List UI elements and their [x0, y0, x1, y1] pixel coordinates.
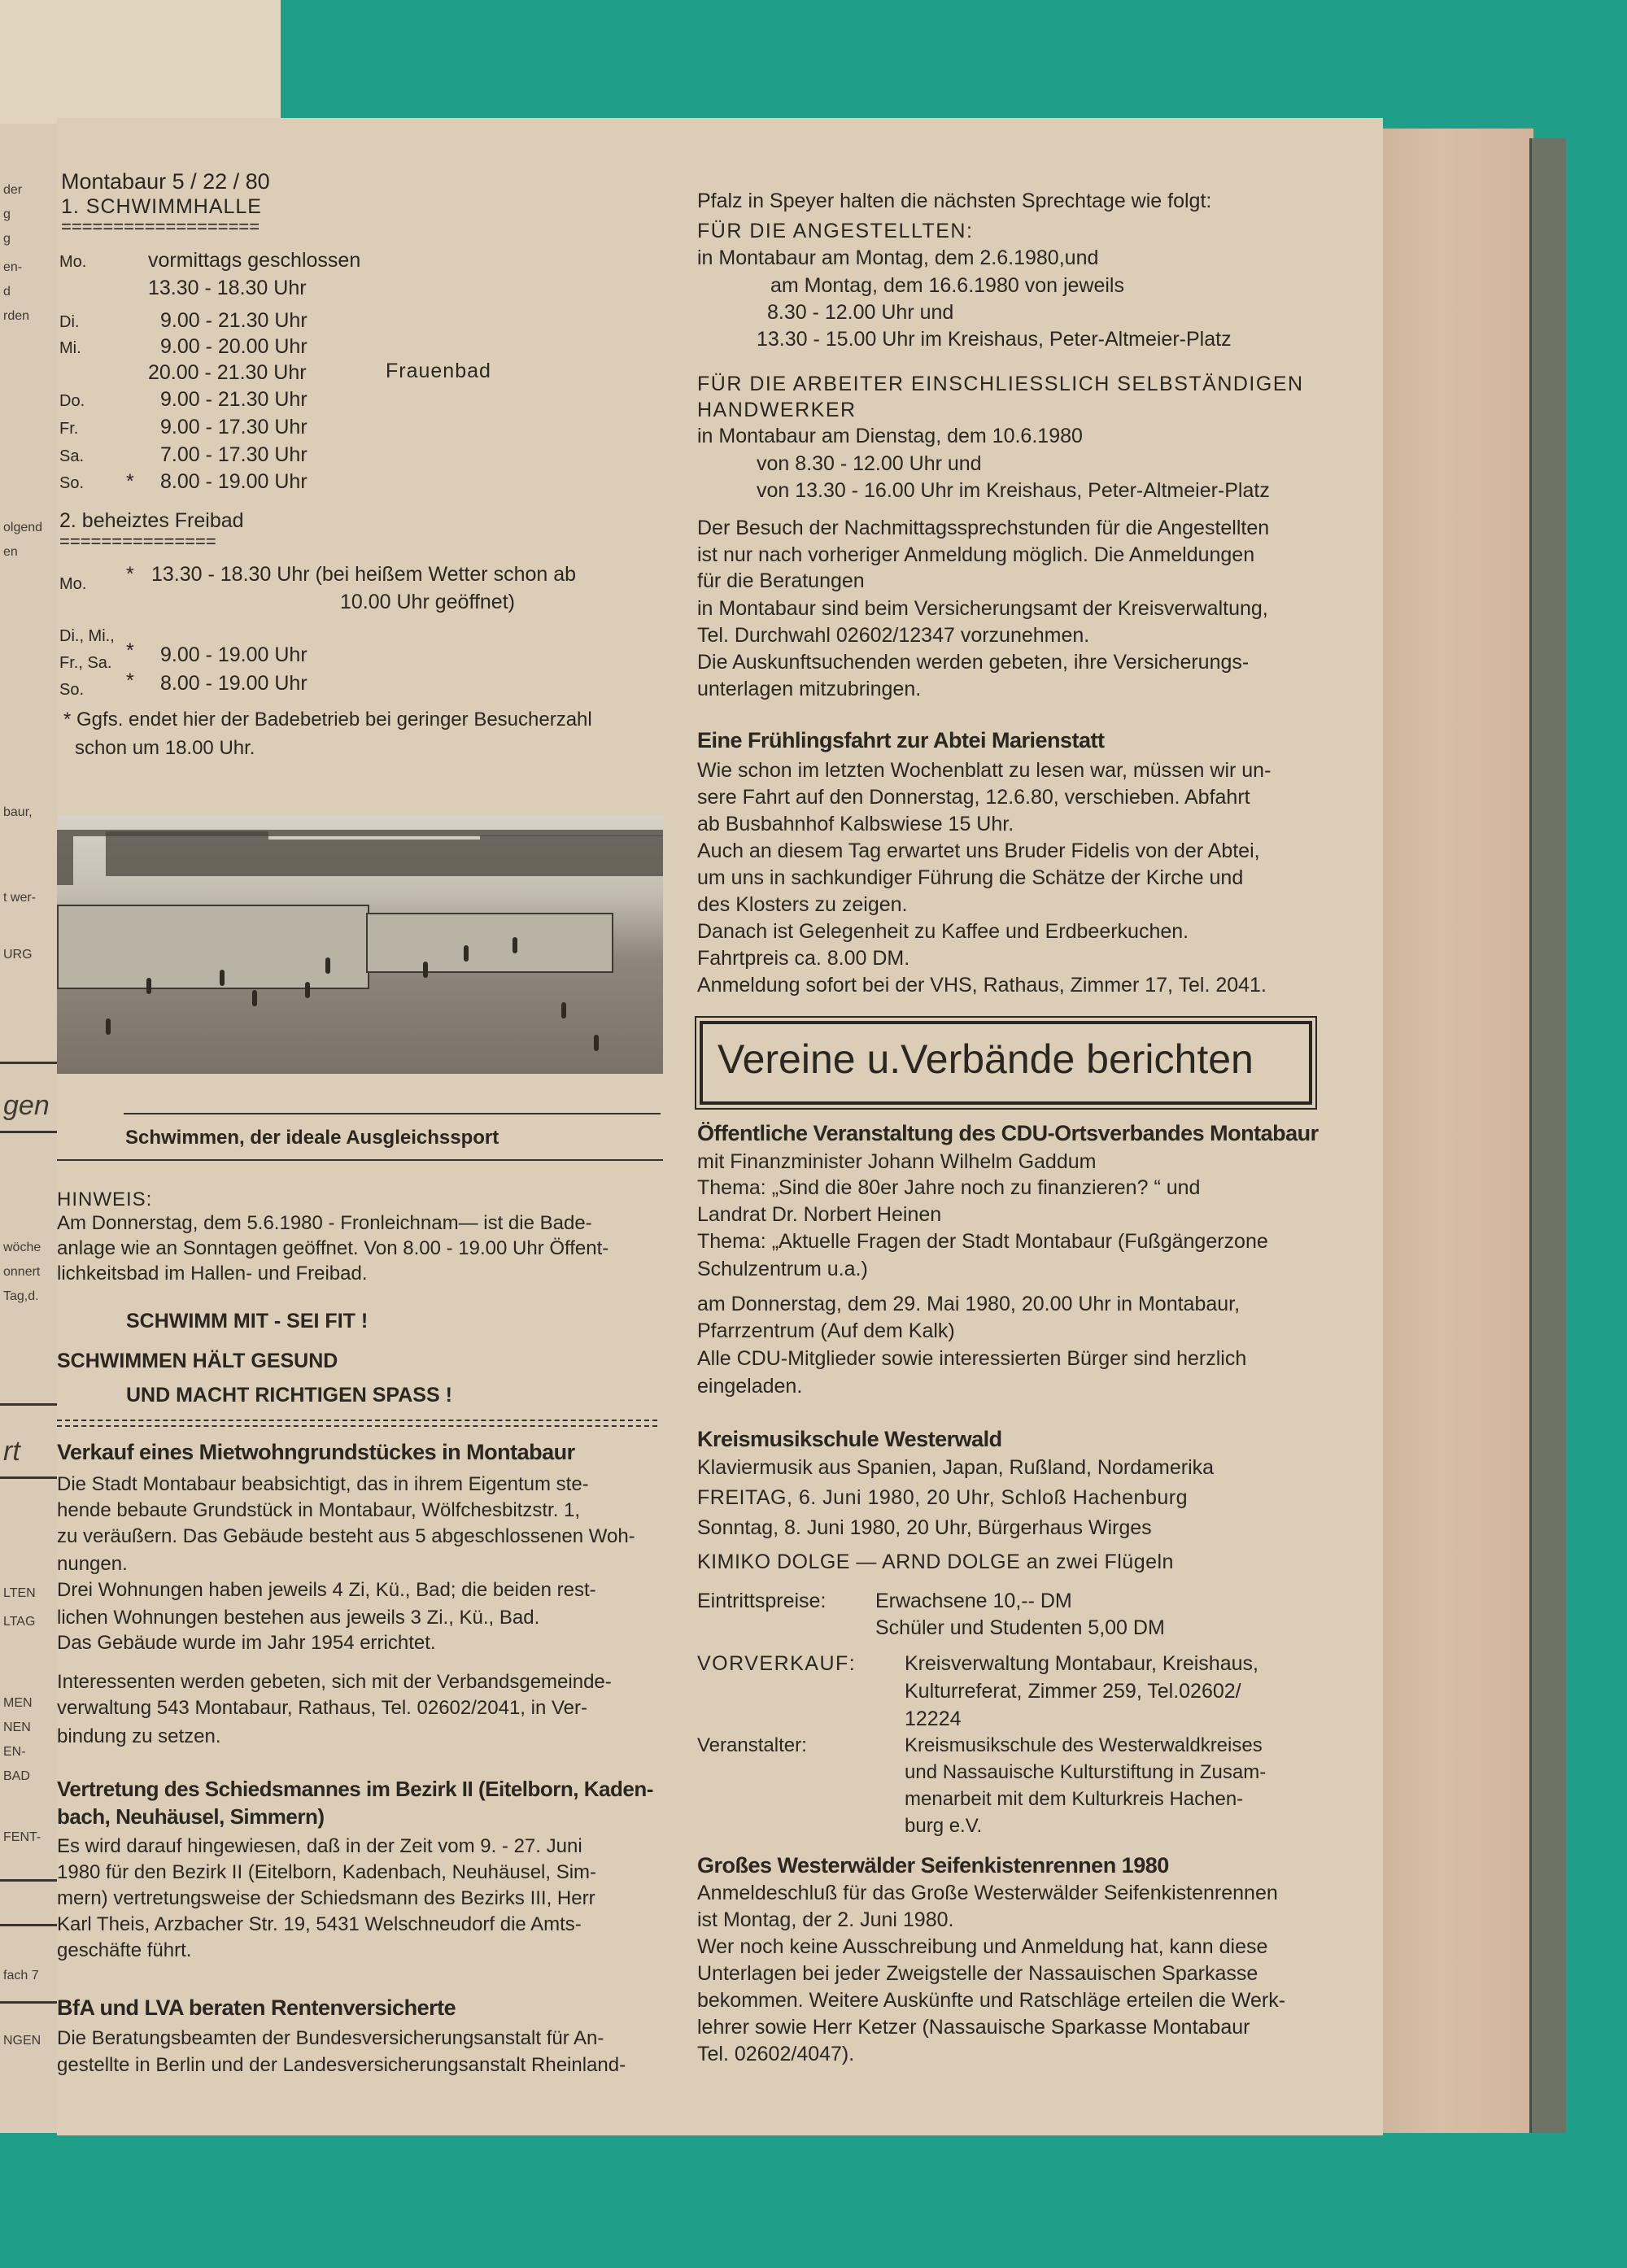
day-label: Do. [59, 392, 85, 410]
day-label: Di., Mi., [59, 627, 115, 645]
opening-time: vormittags geschlossen [148, 249, 361, 272]
margin-fragment: BAD [3, 1769, 30, 1783]
margin-fragment: t wer- [3, 891, 36, 905]
article-line: Interessenten werden gebeten, sich mit der Verbandsgemeinde- [57, 1671, 612, 1693]
article-line: Tel. 02602/4047). [697, 2043, 855, 2065]
margin-rule [0, 1403, 57, 1406]
article-line: in Montabaur sind beim Versicherungsamt der Kreisverwaltung, [697, 597, 1268, 620]
section-title: 2. beheiztes Freibad [59, 509, 244, 532]
article-line: Auch an diesem Tag erwartet uns Bruder Fidelis von der Abtei, [697, 840, 1260, 862]
article-line: mit Finanzminister Johann Wilhelm Gaddum [697, 1150, 1097, 1173]
asterisk: * [126, 470, 134, 493]
article-line: 8.30 - 12.00 Uhr und [767, 301, 954, 324]
article-line: des Klosters zu zeigen. [697, 893, 908, 916]
margin-rule [0, 1476, 57, 1479]
article-title: Eine Frühlingsfahrt zur Abtei Marienstatt [697, 728, 1105, 752]
article-title: bach, Neuhäusel, Simmern) [57, 1804, 325, 1829]
margin-fragment: MEN [3, 1696, 33, 1710]
margin-fragment: baur, [3, 805, 33, 819]
day-label: Di. [59, 313, 80, 331]
article-line: ist Montag, der 2. Juni 1980. [697, 1908, 954, 1931]
divider-rule [57, 1159, 663, 1161]
article-line: KIMIKO DOLGE — ARND DOLGE an zwei Flügeln [697, 1551, 1174, 1573]
divider-rule [124, 1113, 661, 1114]
article-line: am Donnerstag, dem 29. Mai 1980, 20.00 Uhr in Montabaur, [697, 1293, 1241, 1315]
section-title: 1. SCHWIMMHALLE [61, 195, 262, 218]
article-line: eingeladen. [697, 1375, 803, 1398]
article-line: Karl Theis, Arzbacher Str. 19, 5431 Welschneudorf die Amts- [57, 1913, 582, 1935]
swimmer-figure [594, 1035, 599, 1051]
article-line: Sonntag, 8. Juni 1980, 20 Uhr, Bürgerhaus Wirges [697, 1516, 1152, 1539]
article-line: um uns in sachkundiger Führung die Schätze der Kirche und [697, 866, 1244, 889]
section-underline: =============== [59, 531, 216, 552]
article-line: Klaviermusik aus Spanien, Japan, Rußland, Nordamerika [697, 1456, 1215, 1479]
footnote: schon um 18.00 Uhr. [75, 737, 255, 759]
article-line: gestellte in Berlin und der Landesversicherungsanstalt Rheinland- [57, 2054, 626, 2076]
article-line: hende bebaute Grundstück in Montabaur, Wölfchesbitzstr. 1, [57, 1499, 581, 1521]
article-line: sere Fahrt auf den Donnerstag, 12.6.80, verschieben. Abfahrt [697, 786, 1250, 809]
article-line: Tel. Durchwahl 02602/12347 vorzunehmen. [697, 624, 1090, 647]
field-value: und Nassauische Kulturstiftung in Zusam- [905, 1761, 1267, 1783]
asterisk: * [126, 563, 134, 586]
field-value: Schüler und Studenten 5,00 DM [875, 1616, 1165, 1639]
article-line: von 8.30 - 12.00 Uhr und [757, 452, 982, 475]
article-line: lichen Wohnungen bestehen aus jeweils 3 Zi., Kü., Bad. [57, 1607, 540, 1629]
day-label: So. [59, 681, 85, 699]
article-line: Der Besuch der Nachmittagssprechstunden für die Angestellten [697, 517, 1270, 539]
article-line: geschäfte führt. [57, 1939, 192, 1961]
article-line: Wer noch keine Ausschreibung und Anmeldung hat, kann diese [697, 1935, 1268, 1958]
margin-fragment: g [3, 207, 11, 221]
article-line: Drei Wohnungen haben jeweils 4 Zi, Kü., Bad; die beiden rest- [57, 1579, 596, 1601]
article-line: lehrer sowie Herr Ketzer (Nassauische Sparkasse Montabaur [697, 2016, 1250, 2039]
article-line: Schulzentrum u.a.) [697, 1258, 868, 1280]
field-label: Veranstalter: [697, 1734, 807, 1756]
hinweis-line: lichkeitsbad im Hallen- und Freibad. [57, 1263, 368, 1284]
swimmer-figure [423, 962, 428, 978]
article-line: HANDWERKER [697, 399, 857, 421]
photo-caption: Schwimmen, der ideale Ausgleichssport [125, 1127, 499, 1149]
swimmer-figure [464, 945, 469, 962]
margin-fragment: g [3, 232, 11, 246]
section-header-box [700, 1021, 1312, 1105]
article-line: mern) vertretungsweise der Schiedsmann des Bezirks III, Herr [57, 1887, 595, 1909]
article-line: Anmeldeschluß für das Große Westerwälder Seifenkistenrennen [697, 1882, 1278, 1904]
margin-fragment: FENT- [3, 1830, 41, 1844]
swimmer-figure [325, 957, 330, 974]
swimmer-figure [252, 990, 257, 1006]
day-label: Sa. [59, 447, 85, 465]
margin-fragment: Tag,d. [3, 1289, 39, 1303]
asterisk: * [126, 639, 134, 662]
slogan: SCHWIMM MIT - SEI FIT ! [126, 1310, 369, 1332]
article-line: 13.30 - 15.00 Uhr im Kreishaus, Peter-Altmeier-Platz [757, 328, 1232, 351]
opening-time: 9.00 - 21.30 Uhr [160, 388, 308, 411]
slogan: SCHWIMMEN HÄLT GESUND [57, 1350, 338, 1372]
slogan: UND MACHT RICHTIGEN SPASS ! [126, 1384, 452, 1407]
margin-fragment: rt [3, 1436, 20, 1467]
opening-time: 8.00 - 19.00 Uhr [160, 672, 308, 695]
article-line: für die Beratungen [697, 569, 865, 592]
margin-fragment: NEN [3, 1721, 31, 1734]
article-line: FÜR DIE ARBEITER EINSCHLIESSLICH SELBSTÄNDIGEN [697, 373, 1304, 395]
building-shape [480, 835, 663, 876]
day-label: Fr., Sa. [59, 654, 112, 672]
opening-time: 9.00 - 21.30 Uhr [160, 309, 308, 332]
frauenbad-label: Frauenbad [386, 360, 491, 382]
article-line: Die Stadt Montabaur beabsichtigt, das in ihrem Eigentum ste- [57, 1473, 589, 1495]
article-line: Anmeldung sofort bei der VHS, Rathaus, Zimmer 17, Tel. 2041. [697, 974, 1267, 997]
building-shape [57, 836, 73, 885]
article-line: Fahrtpreis ca. 8.00 DM. [697, 947, 910, 970]
day-label: Mi. [59, 339, 81, 357]
opening-time: 9.00 - 20.00 Uhr [160, 335, 308, 358]
article-line: in Montabaur am Montag, dem 2.6.1980,und [697, 246, 1099, 269]
field-value: burg e.V. [905, 1815, 983, 1837]
section-header-title: Vereine u.Verbände berichten [718, 1036, 1254, 1082]
opening-time: 9.00 - 17.30 Uhr [160, 416, 308, 438]
hinweis-label: HINWEIS: [57, 1189, 153, 1210]
page-reference: Montabaur 5 / 22 / 80 [61, 169, 270, 194]
margin-fragment: LTAG [3, 1615, 36, 1629]
margin-fragment: LTEN [3, 1586, 36, 1600]
field-value: Erwachsene 10,-- DM [875, 1590, 1072, 1612]
article-line: zu veräußern. Das Gebäude besteht aus 5 abgeschlossenen Woh- [57, 1525, 635, 1547]
pool-basin [366, 913, 613, 973]
article-line: Die Auskunftsuchenden werden gebeten, ihre Versicherungs- [697, 651, 1250, 674]
margin-fragment: der [3, 183, 23, 197]
margin-rule [0, 1879, 57, 1882]
margin-fragment: fach 7 [3, 1969, 39, 1982]
book-cover [1529, 138, 1566, 2139]
margin-fragment: en- [3, 260, 23, 274]
field-value: Kulturreferat, Zimmer 259, Tel.02602/ [905, 1680, 1241, 1703]
scan-background [0, 2133, 1627, 2268]
article-line: Thema: „Sind die 80er Jahre noch zu finanzieren? “ und [697, 1176, 1201, 1199]
swimming-pool-photo [57, 815, 663, 1074]
swimmer-figure [513, 937, 517, 953]
article-line: in Montabaur am Dienstag, dem 10.6.1980 [697, 425, 1083, 447]
article-title: BfA und LVA beraten Rentenversicherte [57, 1995, 456, 2020]
article-line: am Montag, dem 16.6.1980 von jeweils [770, 274, 1124, 297]
margin-fragment: URG [3, 948, 33, 962]
article-line: Das Gebäude wurde im Jahr 1954 errichtet. [57, 1632, 436, 1654]
margin-fragment: wöche [3, 1241, 41, 1254]
building-shape [106, 831, 268, 876]
day-label: So. [59, 474, 85, 492]
previous-page-edge [0, 124, 59, 2133]
margin-rule [0, 1131, 57, 1133]
margin-rule [0, 2001, 57, 2004]
article-line: Unterlagen bei jeder Zweigstelle der Nassauischen Sparkasse [697, 1962, 1258, 1985]
field-value: menarbeit mit dem Kulturkreis Hachen- [905, 1788, 1244, 1810]
margin-fragment: EN- [3, 1745, 26, 1759]
article-line: Pfalz in Speyer halten die nächsten Sprechtage wie folgt: [697, 190, 1212, 212]
margin-fragment: gen [3, 1090, 50, 1121]
hinweis-line: Am Donnerstag, dem 5.6.1980 - Fronleichnam— ist die Bade- [57, 1212, 592, 1234]
article-line: Wie schon im letzten Wochenblatt zu lesen war, müssen wir un- [697, 759, 1272, 782]
swimmer-figure [220, 970, 225, 986]
swimmer-figure [146, 978, 151, 994]
swimmer-figure [561, 1002, 566, 1018]
day-label: Fr. [59, 420, 79, 438]
margin-rule [0, 1924, 57, 1926]
asterisk: * [126, 669, 134, 692]
article-title: Öffentliche Veranstaltung des CDU-Ortsverbandes Montabaur [697, 1121, 1319, 1145]
pool-basin [57, 905, 369, 989]
newspaper-page [57, 118, 1383, 2135]
article-line: ist nur nach vorheriger Anmeldung möglich. Die Anmeldungen [697, 543, 1255, 566]
article-line: FREITAG, 6. Juni 1980, 20 Uhr, Schloß Hachenburg [697, 1486, 1188, 1509]
field-label: Eintrittspreise: [697, 1590, 827, 1612]
article-line: Pfarrzentrum (Auf dem Kalk) [697, 1319, 955, 1342]
article-title: Großes Westerwälder Seifenkistenrennen 1980 [697, 1853, 1169, 1878]
article-line: Thema: „Aktuelle Fragen der Stadt Montabaur (Fußgängerzone [697, 1230, 1268, 1253]
opening-time: 10.00 Uhr geöffnet) [340, 591, 515, 613]
divider-rule [57, 1420, 657, 1427]
article-title: Kreismusikschule Westerwald [697, 1427, 1002, 1451]
day-label: Mo. [59, 575, 87, 593]
article-line: Alle CDU-Mitglieder sowie interessierten Bürger sind herzlich [697, 1347, 1247, 1370]
page-fore-edge [1379, 129, 1533, 2138]
field-value: 12224 [905, 1708, 962, 1730]
margin-rule [0, 1062, 57, 1064]
article-line: von 13.30 - 16.00 Uhr im Kreishaus, Peter-Altmeier-Platz [757, 479, 1270, 502]
margin-fragment: NGEN [3, 2034, 41, 2048]
article-line: verwaltung 543 Montabaur, Rathaus, Tel. 02602/2041, in Ver- [57, 1697, 587, 1719]
footnote: * Ggfs. endet hier der Badebetrieb bei geringer Besucherzahl [63, 709, 592, 731]
hinweis-line: anlage wie an Sonntagen geöffnet. Von 8.00 - 19.00 Uhr Öffent- [57, 1237, 609, 1259]
field-value: Kreismusikschule des Westerwaldkreises [905, 1734, 1263, 1756]
opening-time: 7.00 - 17.30 Uhr [160, 443, 308, 466]
article-title: Verkauf eines Mietwohngrundstückes in Montabaur [57, 1440, 575, 1464]
article-line: bekommen. Weitere Auskünfte und Ratschläge erteilen die Werk- [697, 1989, 1286, 2012]
article-line: ab Busbahnhof Kalbswiese 15 Uhr. [697, 813, 1014, 835]
opening-time: 13.30 - 18.30 Uhr [148, 277, 307, 299]
opening-time: 13.30 - 18.30 Uhr (bei heißem Wetter schon ab [151, 563, 577, 586]
article-line: Die Beratungsbeamten der Bundesversicherungsanstalt für An- [57, 2027, 604, 2049]
article-line: Es wird darauf hingewiesen, daß in der Zeit vom 9. - 27. Juni [57, 1835, 582, 1857]
field-value: Kreisverwaltung Montabaur, Kreishaus, [905, 1652, 1258, 1675]
swimmer-figure [106, 1018, 111, 1035]
margin-fragment: rden [3, 309, 30, 323]
opening-time: 20.00 - 21.30 Uhr [148, 361, 307, 384]
article-line: bindung zu setzen. [57, 1725, 221, 1747]
swimmer-figure [305, 982, 310, 998]
margin-fragment: d [3, 285, 11, 299]
day-label: Mo. [59, 253, 87, 271]
tape-strip [0, 0, 281, 124]
article-title: Vertretung des Schiedsmannes im Bezirk II (Eitelborn, Kaden- [57, 1777, 653, 1801]
building-shape [268, 840, 480, 876]
article-line: nungen. [57, 1553, 128, 1575]
article-line: Danach ist Gelegenheit zu Kaffee und Erdbeerkuchen. [697, 920, 1189, 943]
article-line: Landrat Dr. Norbert Heinen [697, 1203, 942, 1226]
section-underline: =================== [61, 216, 260, 237]
margin-fragment: onnert [3, 1265, 41, 1279]
opening-time: 9.00 - 19.00 Uhr [160, 643, 308, 666]
margin-fragment: en [3, 545, 18, 559]
article-line: unterlagen mitzubringen. [697, 678, 922, 700]
field-label: VORVERKAUF: [697, 1652, 857, 1675]
article-line: 1980 für den Bezirk II (Eitelborn, Kadenbach, Neuhäusel, Sim- [57, 1861, 597, 1883]
opening-time: 8.00 - 19.00 Uhr [160, 470, 308, 493]
article-line: FÜR DIE ANGESTELLTEN: [697, 220, 974, 242]
margin-fragment: olgend [3, 521, 43, 534]
